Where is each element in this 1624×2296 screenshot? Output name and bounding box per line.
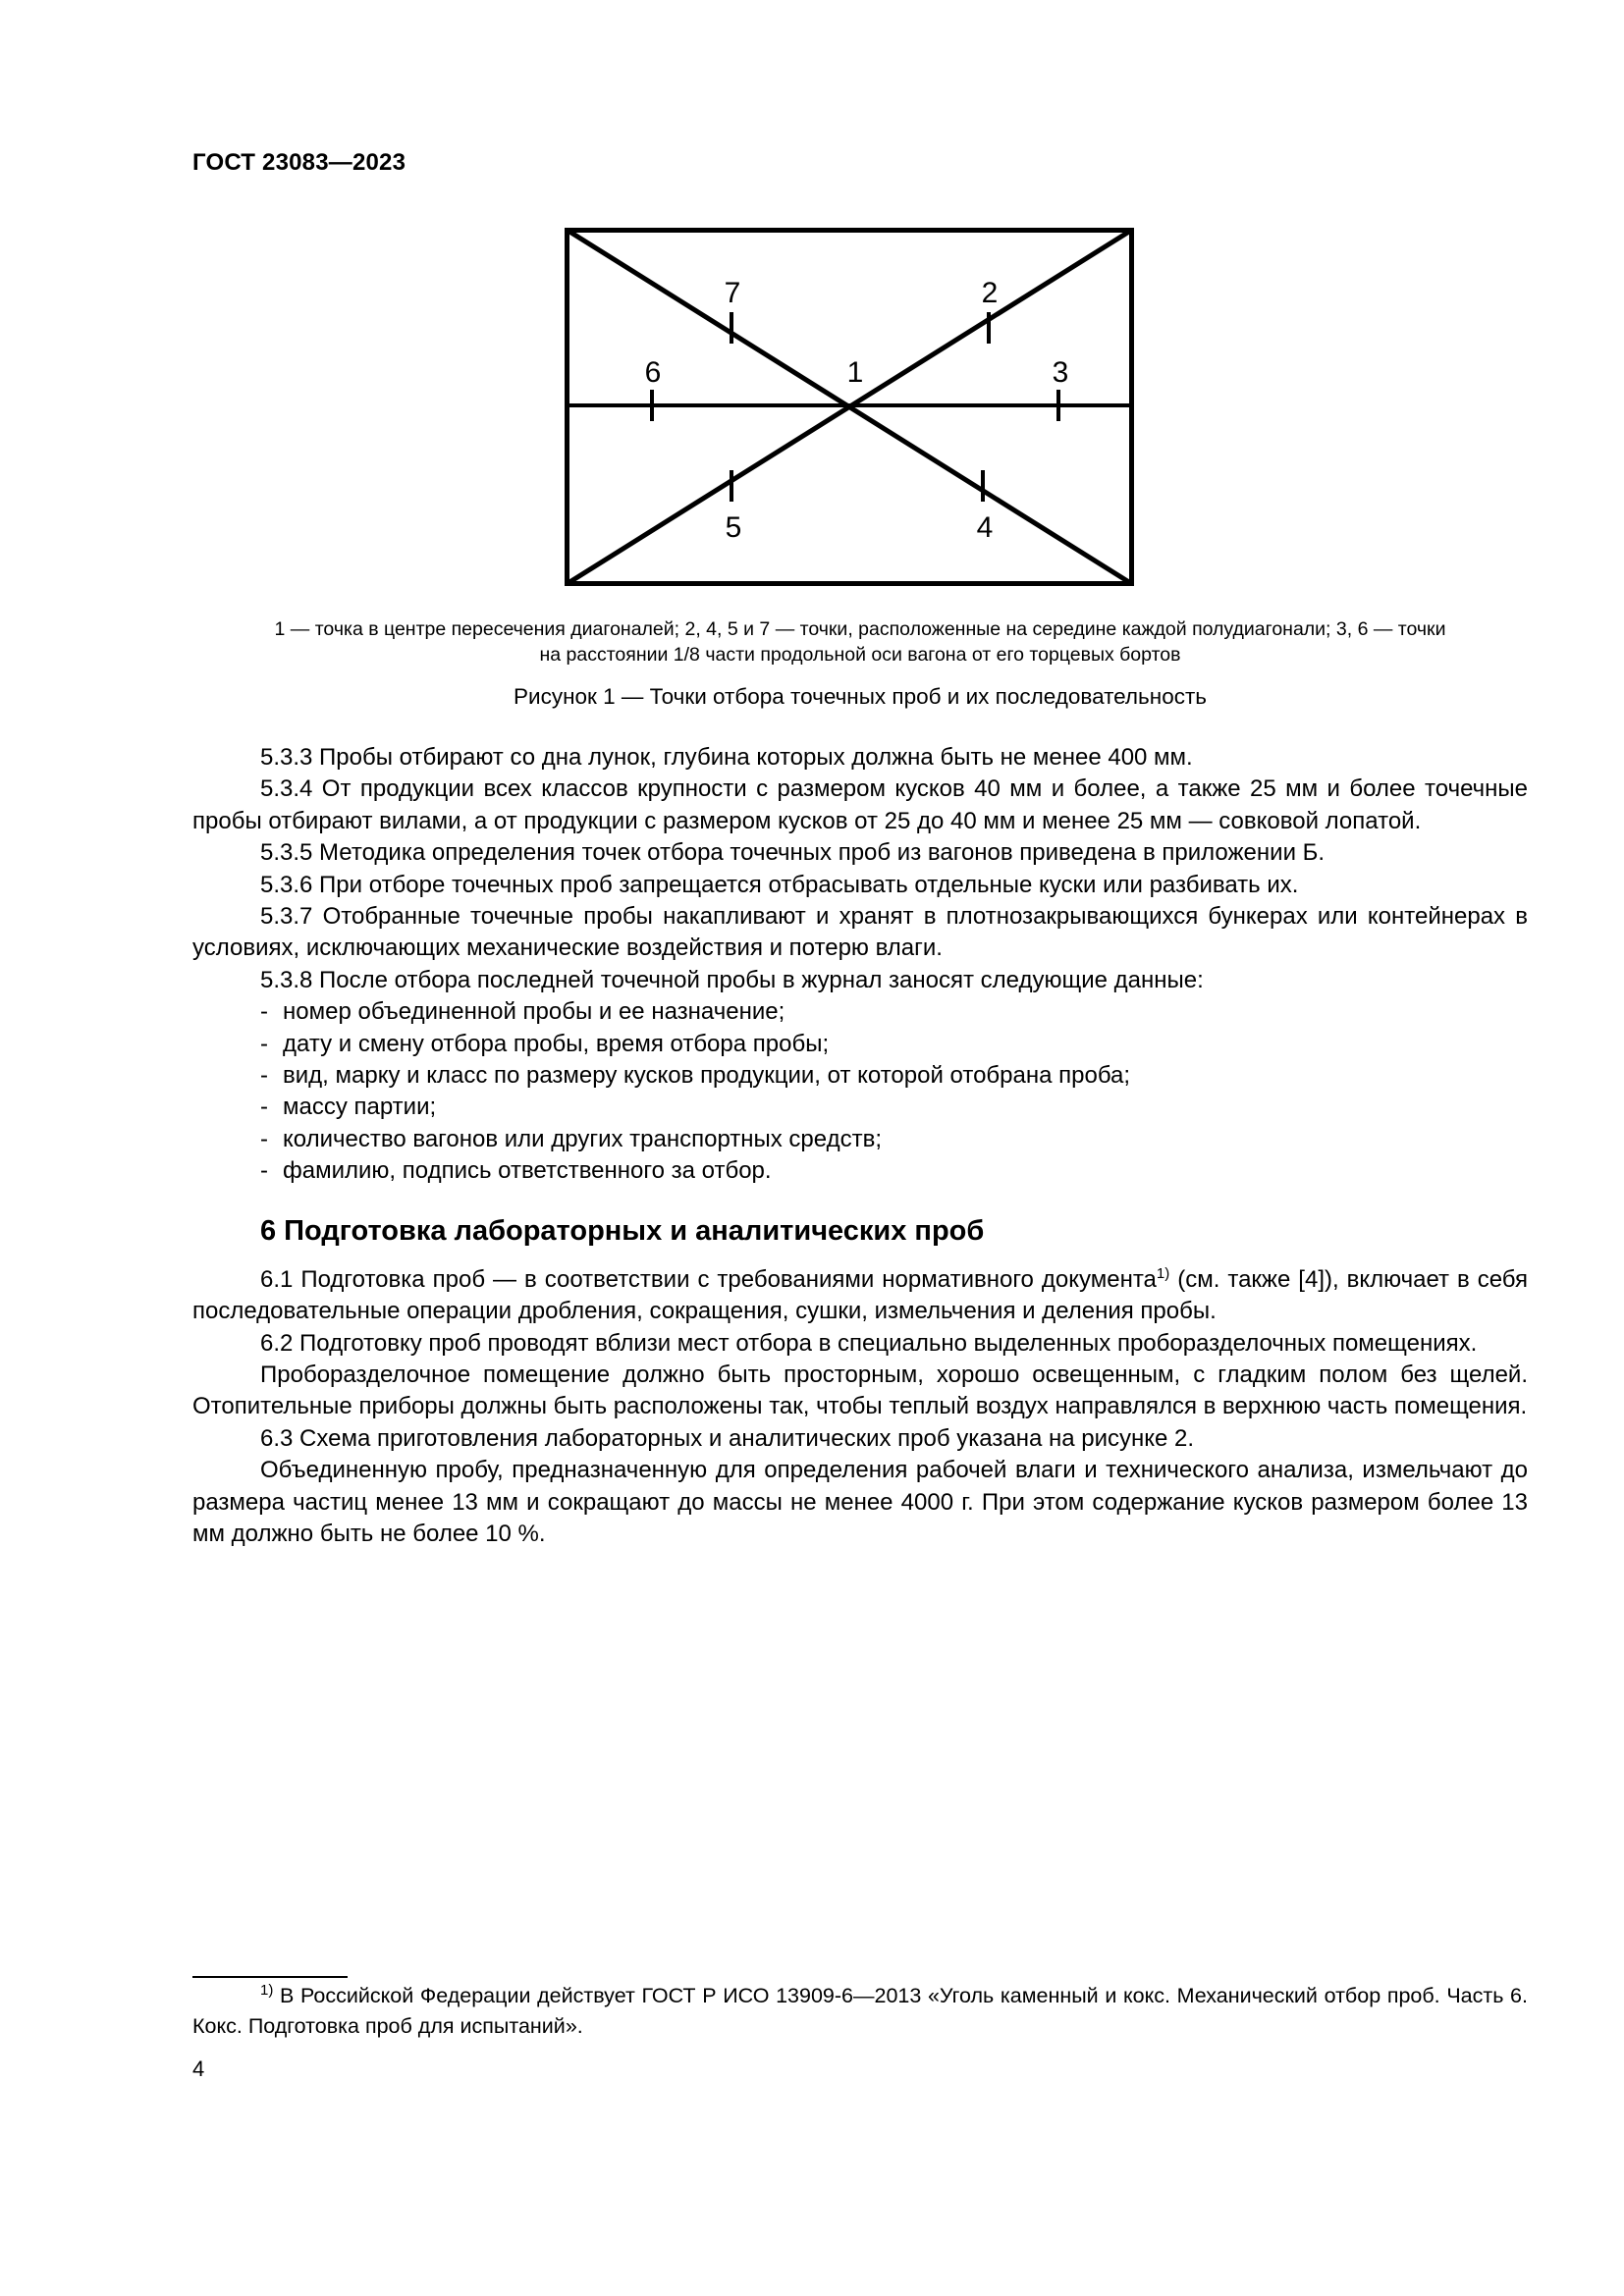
list-item-text: дату и смену отбора пробы, время отбора пробы; [283,1030,830,1057]
paragraph-6-1-text-b: (см. также [4]), включает в себя последовательные операции дробления, сокращения, сушки, измельчения и деления пробы. [192,1265,1529,1325]
label-point-7: 7 [724,277,741,309]
figure-legend-line: на расстоянии 1/8 части продольной оси вагона от его торцевых бортов [539,644,1181,666]
list-item-text: вид, марку и класс по размеру кусков продукции, от которой отобрана проба; [283,1062,1131,1090]
label-point-6: 6 [644,356,662,389]
page-number: 4 [192,2056,205,2081]
footnote [192,1981,1528,2042]
section-6-heading: 6 Подготовка лабораторных и аналитических проб [260,1214,985,1247]
list-marker: - [260,1157,268,1185]
paragraph-6-3-continued: Объединенную пробу, предназначенную для определения рабочей влаги и технического анализа, измельчают до размера частиц менее 13 мм и сокращают до массы не менее 4000 г. При этом содержание кусков размером более 13 мм должно быть не более 10 %. [192,1457,1528,1547]
footnote-marker: 1) [260,1981,274,1999]
list-marker: - [260,1062,268,1090]
footnote-body: В Российской Федерации действует ГОСТ Р ИСО 13909-6—2013 «Уголь каменный и кокс. Механический отбор проб. Часть 6. Кокс. Подготовка проб для испытаний». [192,1984,1528,2038]
list-item [192,996,1528,1028]
list-item [192,1124,1528,1155]
paragraph-6-1-text-a: 6.1 Подготовка проб — в соответствии с требованиями нормативного документа [260,1265,1157,1293]
list-item-text: количество вагонов или других транспортных средств; [283,1125,883,1152]
label-point-2: 2 [981,277,999,309]
label-point-3: 3 [1052,356,1069,389]
paragraph-5-3-7: 5.3.7 Отобранные точечные пробы накапливают и хранят в плотнозакрывающихся бункерах или контейнерах в условиях, исключающих механические воздействия и потерю влаги. [192,903,1528,962]
list-marker: - [260,1125,268,1152]
paragraph-6-1 [192,1264,1528,1328]
list-item-text: фамилию, подпись ответственного за отбор. [283,1157,772,1185]
paragraph-5-3-5: 5.3.5 Методика определения точек отбора точечных проб из вагонов приведена в приложении Б. [260,839,1326,867]
label-point-4: 4 [976,511,994,544]
paragraph-5-3-6: 5.3.6 При отборе точечных проб запрещается отбрасывать отдельные куски или разбивать их. [260,871,1299,898]
list-item-text: номер объединенной пробы и ее назначение; [283,998,785,1026]
paragraph-5-3-8: 5.3.8 После отбора последней точечной пробы в журнал заносят следующие данные: [260,966,1204,993]
figure-caption: Рисунок 1 — Точки отбора точечных проб и их последовательность [514,684,1207,709]
paragraph-5-3-4: 5.3.4 От продукции всех классов крупности с размером кусков 40 мм и более, а также 25 мм и более точечные пробы отбирают вилами, а от продукции с размером кусков от 25 до 40 мм и менее 25 мм — совковой лопатой. [192,775,1528,834]
wagon-scheme-diagram [565,228,1134,586]
paragraph-6-2-continued: Пробоpазделочное помещение должно быть просторным, хорошо освещенным, с гладким полом без щелей. Отопительные приборы должны быть расположены так, чтобы теплый воздух направлялся в верхнюю часть помещения. [192,1361,1528,1420]
paragraph-6-3: 6.3 Схема приготовления лабораторных и аналитических проб указана на рисунке 2. [260,1424,1195,1452]
list-marker: - [260,1030,268,1057]
list-marker: - [260,998,268,1026]
document-header-id: ГОСТ 23083—2023 [192,149,406,176]
paragraph-5-3-3: 5.3.3 Пробы отбирают со дна лунок, глубина которых должна быть не менее 400 мм. [260,744,1193,771]
label-point-5: 5 [725,511,742,544]
list-item-text: массу партии; [283,1094,437,1121]
footnote-separator [192,1976,348,1978]
list-item [192,1092,1528,1123]
list-item [192,1029,1528,1060]
list-item [192,1060,1528,1092]
figure-sampling-points [565,228,1134,586]
figure-legend [192,616,1528,667]
paragraph-6-2: 6.2 Подготовку проб проводят вблизи мест отбора в специально выделенных проборазделочных помещениях. [260,1329,1478,1357]
footnote-reference[interactable]: 1) [1156,1264,1170,1282]
list-item [192,1155,1528,1187]
figure-legend-line: 1 — точка в центре пересечения диагоналей; 2, 4, 5 и 7 — точки, расположенные на середине каждой полудиагонали; 3, 6 — точки [274,618,1446,640]
footnote-text [192,1981,1528,2042]
label-point-1: 1 [846,356,864,389]
list-marker: - [260,1094,268,1121]
document-body [192,742,1528,1550]
